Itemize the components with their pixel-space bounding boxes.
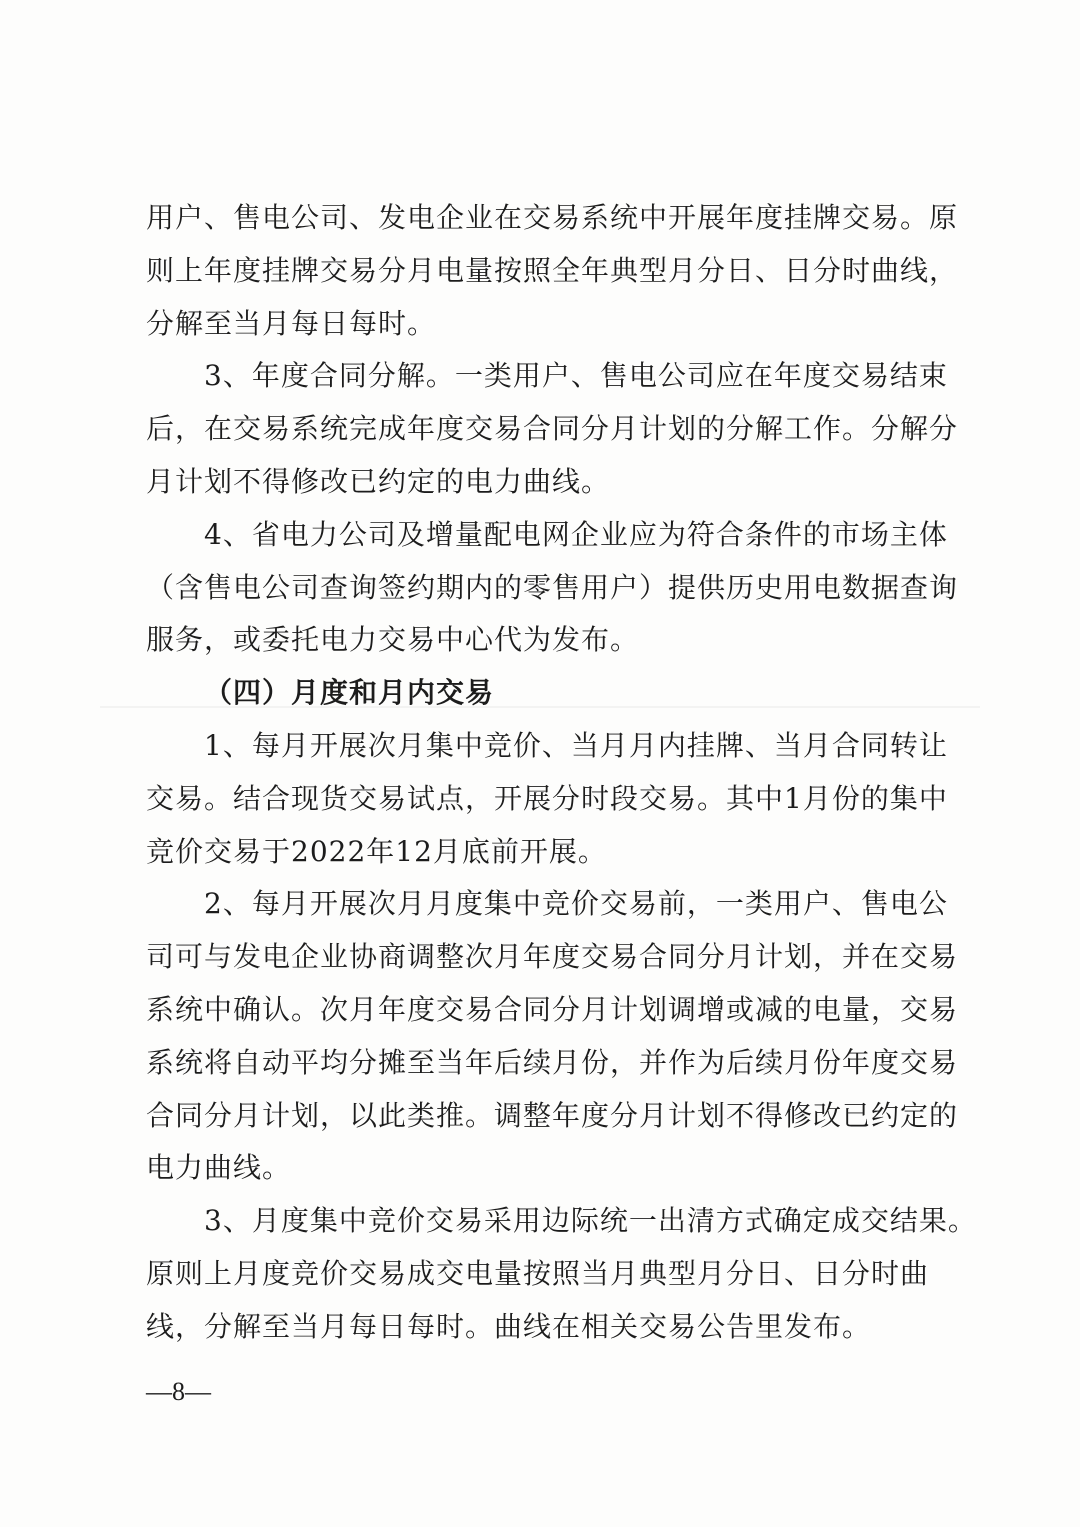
text-line: 月计划不得修改已约定的电力曲线。 [146, 464, 611, 498]
text-line: 用户、售电公司、发电企业在交易系统中开展年度挂牌交易。原 [146, 201, 959, 234]
document-body [146, 192, 977, 1354]
text-line: 交易。结合现货交易试点，开展分时段交易。其中1月份的集中 [146, 781, 948, 815]
text-line: 线，分解至当月每日每时。曲线在相关交易公告里发布。 [146, 1309, 872, 1343]
text-line: 3、月度集中竞价交易采用边际统一出清方式确定成交结果。 [204, 1204, 977, 1238]
text-line: 则上年度挂牌交易分月电量按照全年典型月分日、日分时曲线， [146, 253, 959, 287]
text-line: 电力曲线。 [146, 1151, 292, 1185]
text-line: 分解至当月每日每时。 [146, 306, 437, 340]
text-line: 后，在交易系统完成年度交易合同分月计划的分解工作。分解分 [146, 412, 959, 446]
text-line: 竞价交易于2022年12月底前开展。 [146, 834, 607, 868]
text-line: 司可与发电企业协商调整次月年度交易合同分月计划，并在交易 [146, 940, 959, 974]
text-line: 1、每月开展次月集中竞价、当月月内挂牌、当月合同转让 [204, 728, 948, 762]
text-line: 原则上月度竞价交易成交电量按照当月典型月分日、日分时曲 [146, 1256, 930, 1290]
text-line: 系统中确认。次月年度交易合同分月计划调增或减的电量，交易 [146, 992, 959, 1026]
text-line: 系统将自动平均分摊至当年后续月份，并作为后续月份年度交易 [146, 1045, 959, 1079]
page-number: —8— [146, 1377, 211, 1406]
text-line: 服务，或委托电力交易中心代为发布。 [146, 623, 640, 657]
text-line: 合同分月计划，以此类推。调整年度分月计划不得修改已约定的 [146, 1098, 959, 1132]
text-line: 3、年度合同分解。一类用户、售电公司应在年度交易结束 [204, 359, 948, 393]
text-line: （含售电公司查询签约期内的零售用户）提供历史用电数据查询 [146, 570, 959, 604]
section-heading: （四）月度和月内交易 [204, 676, 495, 710]
text-line: 2、每月开展次月月度集中竞价交易前，一类用户、售电公 [204, 887, 948, 921]
text-line: 4、省电力公司及增量配电网企业应为符合条件的市场主体 [204, 517, 948, 551]
